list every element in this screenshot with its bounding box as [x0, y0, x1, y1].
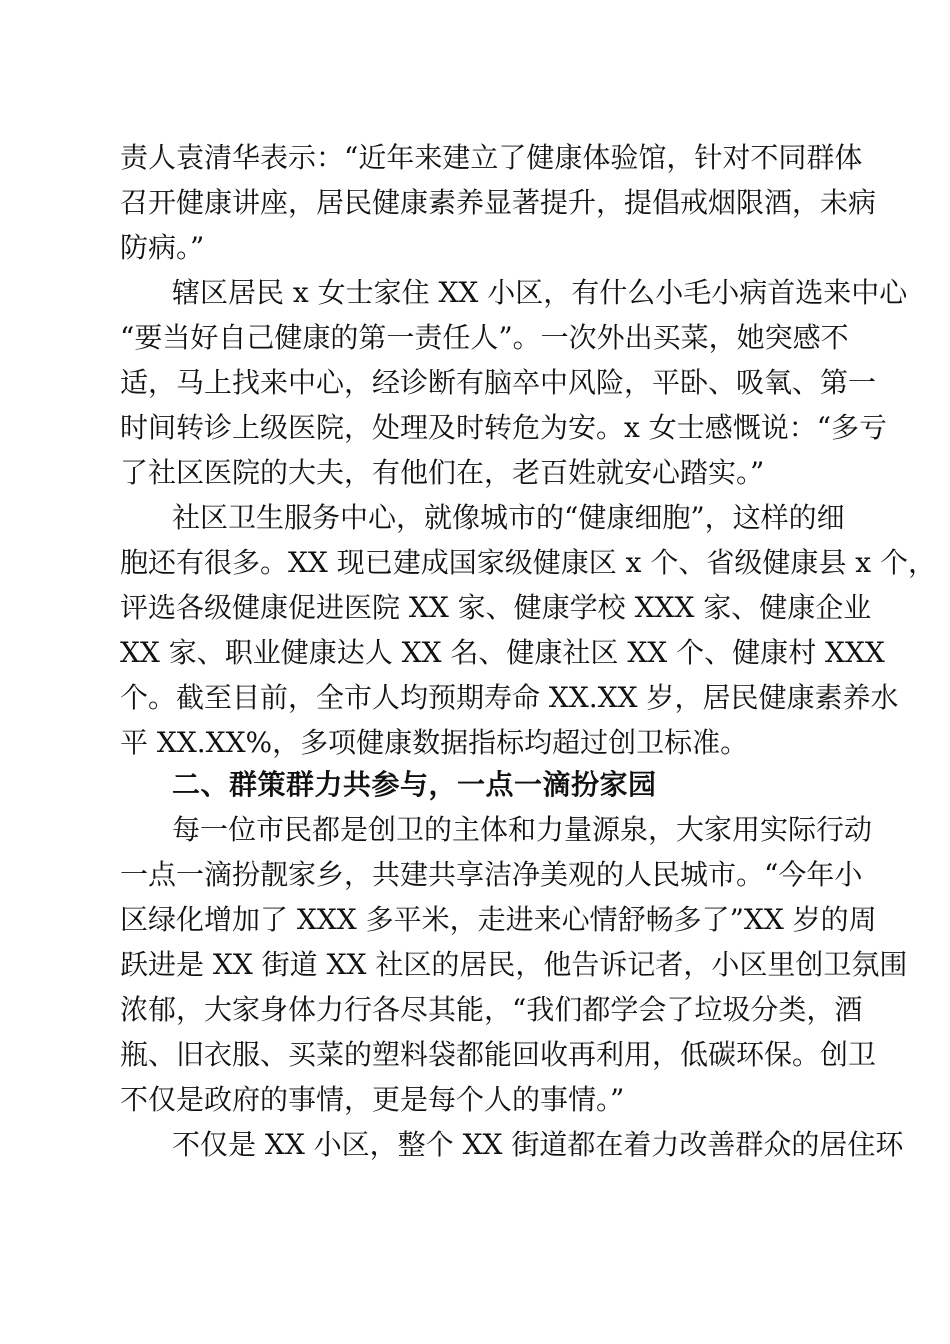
paragraph-first-line: 社区卫生服务中心，就像城市的“健康细胞”，这样的细	[172, 501, 845, 534]
text-line: 了社区医院的大夫，有他们在，老百姓就安心踏实。”	[120, 456, 765, 489]
paragraph-first-line: 不仅是 XX 小区，整个 XX 街道都在着力改善群众的居住环	[172, 1128, 904, 1161]
text-line: 不仅是政府的事情，更是每个人的事情。”	[120, 1083, 625, 1116]
paragraph-first-line: 辖区居民 x 女士家住 XX 小区，有什么小毛小病首选来中心	[172, 276, 908, 309]
text-line: 跃进是 XX 街道 XX 社区的居民，他告诉记者，小区里创卫氛围	[120, 948, 908, 981]
text-line: 个。截至目前，全市人均预期寿命 XX.XX 岁，居民健康素养水	[120, 681, 899, 714]
text-line: 时间转诊上级医院，处理及时转危为安。x 女士感慨说：“多亏	[120, 411, 888, 444]
text-line: 责人袁清华表示：“近年来建立了健康体验馆，针对不同群体	[120, 141, 863, 174]
text-line: 一点一滴扮靓家乡，共建共享洁净美观的人民城市。“今年小	[120, 858, 863, 891]
section-heading: 二、群策群力共参与，一点一滴扮家园	[172, 768, 657, 801]
text-line: 防病。”	[120, 231, 205, 264]
text-line: 召开健康讲座，居民健康素养显著提升，提倡戒烟限酒，未病	[120, 186, 877, 219]
text-line: 胞还有很多。XX 现已建成国家级健康区 x 个、省级健康县 x 个，	[120, 546, 936, 579]
text-line: 评选各级健康促进医院 XX 家、健康学校 XXX 家、健康企业	[120, 591, 872, 624]
paragraph-first-line: 每一位市民都是创卫的主体和力量源泉，大家用实际行动	[172, 813, 873, 846]
text-line: 区绿化增加了 XXX 多平米，走进来心情舒畅多了”XX 岁的周	[120, 903, 877, 936]
text-line: 瓶、旧衣服、买菜的塑料袋都能回收再利用，低碳环保。创卫	[120, 1038, 877, 1071]
text-line: “要当好自己健康的第一责任人”。一次外出买菜，她突感不	[120, 321, 849, 354]
text-line: 浓郁，大家身体力行各尽其能，“我们都学会了垃圾分类，酒	[120, 993, 863, 1026]
text-line: 平 XX.XX%，多项健康数据指标均超过创卫标准。	[120, 726, 749, 759]
text-line: 适，马上找来中心，经诊断有脑卒中风险，平卧、吸氧、第一	[120, 366, 877, 399]
text-line: XX 家、职业健康达人 XX 名、健康社区 XX 个、健康村 XXX	[120, 636, 885, 669]
